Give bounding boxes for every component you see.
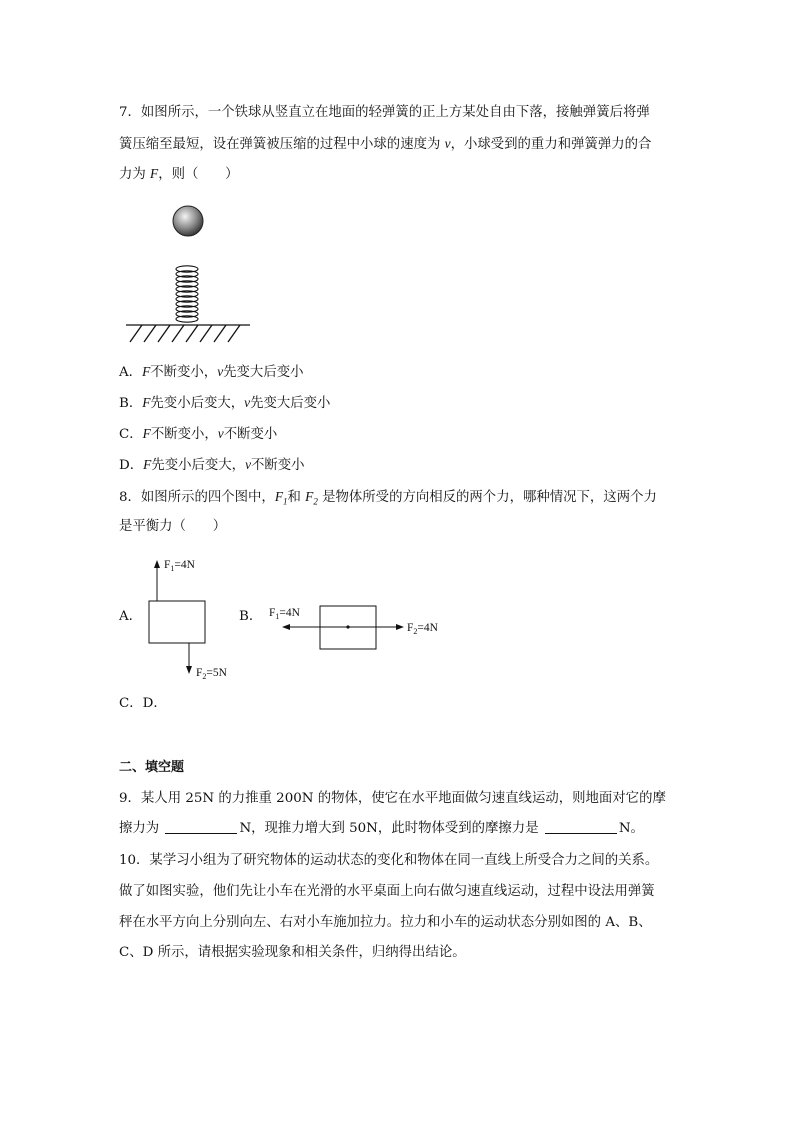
option-text: 不断变小 [223, 427, 278, 442]
label-f1-a: $F_1=4N$ [164, 559, 195, 573]
option-letter: D． [119, 458, 144, 473]
section-fill-in-title: 二、填空题 [119, 760, 185, 775]
label-f2-a: $F_2=5N$ [196, 667, 227, 681]
q7-force-symbol: F [150, 166, 159, 181]
force-symbol: F [143, 457, 152, 472]
answer-blank-1[interactable] [165, 819, 237, 834]
q8-line-2: 是平衡力（ ） [119, 519, 227, 534]
velocity-symbol: v [244, 395, 251, 410]
option-text: 不断变小， [150, 365, 218, 380]
q9-line-2 [119, 819, 644, 839]
q8-text-b: 是物体所受的方向相反的两个力，哪种情况下，这两个力 [317, 490, 657, 505]
ground-hatch [126, 325, 250, 342]
force-symbol: F [142, 364, 151, 379]
option-letter: B． [119, 396, 143, 411]
q10-line-1: 10．某学习小组为了研究物体的运动状态的变化和物体在同一直线上所受合力之间的关系。 [119, 853, 659, 868]
force-f2-symbol: F [305, 489, 314, 504]
q8-line-1 [119, 487, 657, 512]
option-text: 先变小后变大， [150, 396, 245, 411]
q8-cd-line: C．D． [119, 696, 167, 711]
q7-option-c [119, 424, 277, 445]
force-figure-b [265, 597, 455, 655]
option-text: 不断变小， [150, 427, 218, 442]
q8-text-a: 8．如图所示的四个图中， [119, 490, 275, 505]
q9-text-c: N。 [618, 821, 644, 836]
fig-a-label: A． [119, 609, 143, 624]
q10-line-4: C、D 所示，请根据实验现象和相关条件，归纳得出结论。 [119, 945, 466, 960]
q7-line-3-text-a: 力为 [119, 167, 151, 182]
fig-b-label: B． [239, 609, 263, 624]
q7-option-b [119, 393, 330, 414]
option-text: 先变大后变小 [250, 396, 331, 411]
label-f2-b: $F_2=4N$ [407, 622, 438, 636]
force-symbol: F [142, 395, 151, 410]
q10-line-3: 秤在水平方向上分别向左、右对小车施加拉力。拉力和小车的运动状态分别如图的 A、B、 [119, 915, 652, 930]
option-text: 不断变小 [251, 458, 305, 473]
q7-velocity-symbol: v [444, 136, 451, 151]
option-text: 先变大后变小 [223, 365, 304, 380]
spring-coil [176, 266, 198, 322]
arrowhead-left [282, 624, 290, 630]
q7-line-3-text-b: ，则（ ） [158, 167, 239, 182]
velocity-symbol: v [217, 364, 224, 379]
q8-and: 和 [287, 490, 306, 505]
arrowhead-down [186, 666, 192, 674]
q9-text-a: 擦力为 [119, 821, 164, 836]
arrowhead-up [154, 560, 160, 568]
velocity-symbol: v [245, 457, 252, 472]
q10-line-2: 做了如图实验，他们先让小车在光滑的水平桌面上向右做匀速直线运动，过程中设法用弹簧 [119, 884, 655, 899]
iron-ball [173, 206, 203, 236]
q7-line-2-text-b: ，小球受到的重力和弹簧弹力的合 [450, 137, 652, 152]
q9-line-1: 9．某人用 25N 的力推重 200N 的物体，使它在水平地面做匀速直线运动，则地面对它的摩 [119, 791, 666, 806]
option-letter: C． [119, 427, 143, 442]
velocity-symbol: v [217, 426, 224, 441]
answer-blank-2[interactable] [545, 819, 617, 834]
q7-line-2 [119, 134, 651, 155]
q7-option-d [119, 455, 305, 476]
arrowhead-right [396, 624, 404, 630]
option-letter: A． [119, 365, 143, 380]
q7-line-2-text-a: 簧压缩至最短，设在弹簧被压缩的过程中小球的速度为 [119, 137, 445, 152]
q9-text-b: N，现推力增大到 50N，此时物体受到的摩擦力是 [239, 821, 543, 836]
force-symbol: F [142, 426, 151, 441]
q7-line-1: 7．如图所示，一个铁球从竖直立在地面的轻弹簧的正上方某处自由下落，接触弹簧后将弹 [119, 105, 650, 120]
q7-line-3 [119, 164, 239, 185]
force-figure-a [140, 552, 250, 687]
force-f1-subscript: 1 [283, 496, 288, 507]
q7-option-a [119, 362, 304, 383]
force-f1-symbol: F [274, 489, 284, 504]
force-f2-subscript: 2 [313, 496, 318, 507]
option-text: 先变小后变大， [151, 458, 246, 473]
box-a [149, 601, 205, 643]
label-f1-b: $F_1=4N$ [269, 607, 300, 621]
spring-ball-figure [120, 198, 260, 348]
